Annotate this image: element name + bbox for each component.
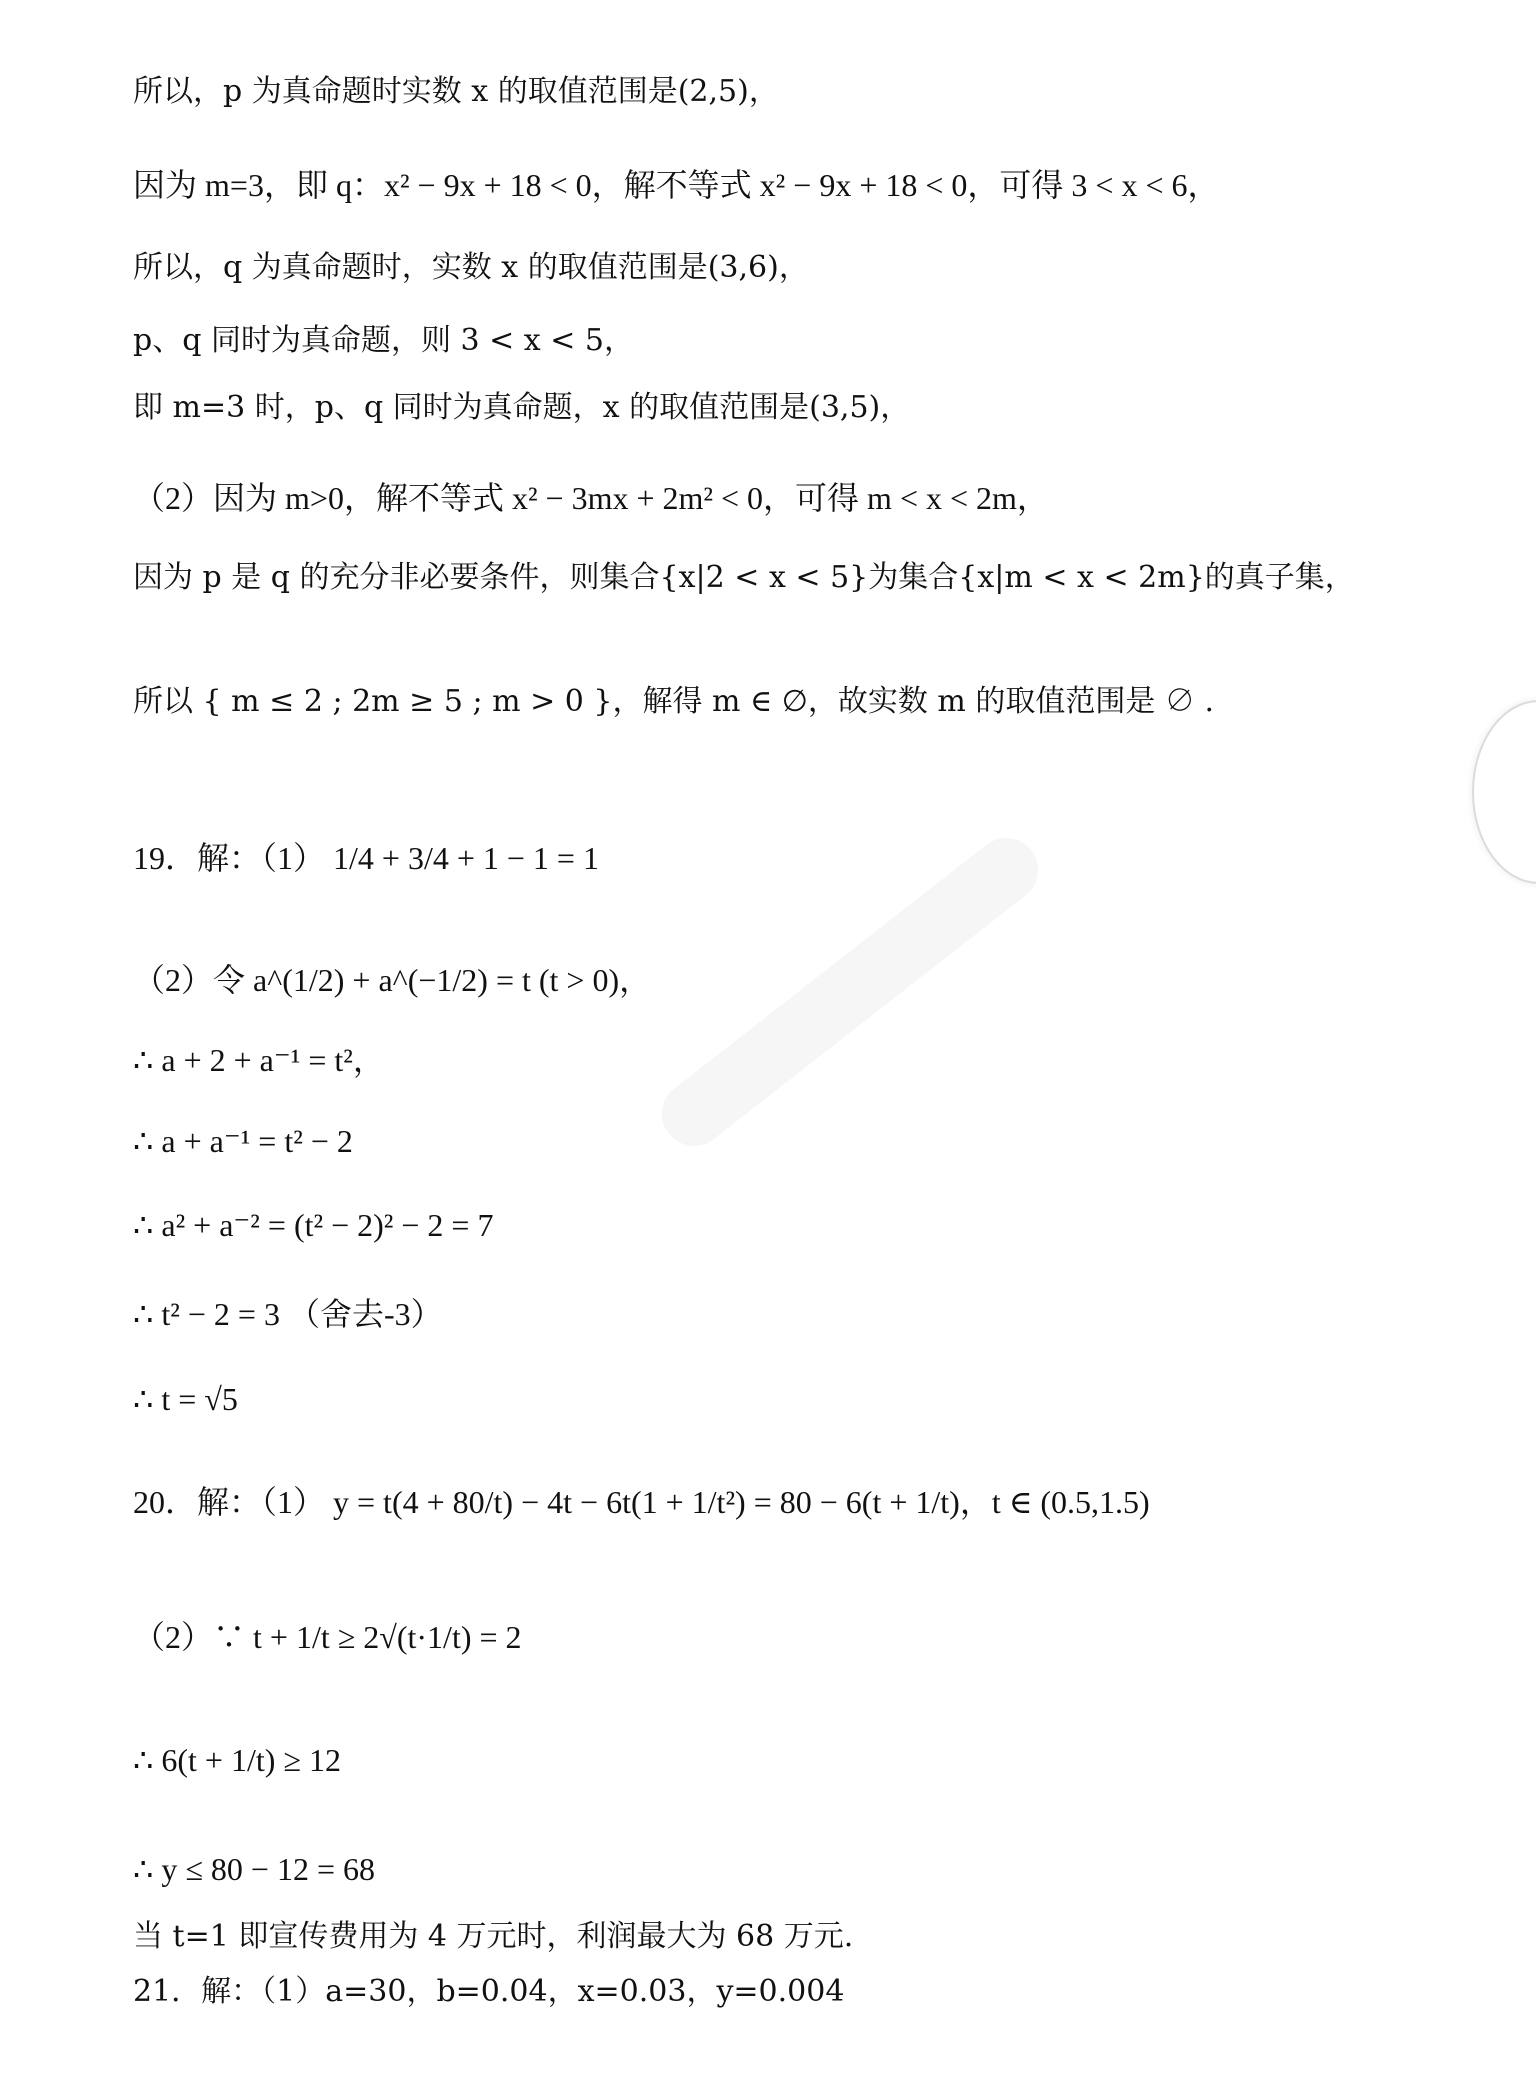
text-line-13: ∴ a² + a⁻² = (t² − 2)² − 2 = 7 — [133, 1207, 494, 1243]
text-line-6: （2）因为 m>0，解不等式 x² − 3mx + 2m² < 0，可得 m < x < 2m， — [133, 480, 1049, 516]
text-line-19: ∴ y ≤ 80 − 12 = 68 — [133, 1851, 376, 1887]
text-line-7: 因为 p 是 q 的充分非必要条件，则集合{x|2 < x < 5}为集合{x|m < x < 2m}的真子集， — [133, 560, 1355, 595]
text-line-20: 当 t=1 即宣传费用为 4 万元时，利润最大为 68 万元. — [133, 1919, 854, 1954]
text-line-4: p、q 同时为真命题，则 3 < x < 5， — [133, 323, 634, 358]
text-line-21: 21．解：（1）a=30，b=0.04，x=0.03，y=0.004 — [133, 1974, 845, 2009]
text-line-18: ∴ 6(t + 1/t) ≥ 12 — [133, 1742, 341, 1778]
watermark — [649, 825, 1051, 1159]
edge-overlay-arc — [1472, 700, 1536, 884]
text-line-3: 所以，q 为真命题时，实数 x 的取值范围是(3,6)， — [133, 250, 809, 285]
text-line-5: 即 m=3 时，p、q 同时为真命题，x 的取值范围是(3,5)， — [133, 390, 911, 425]
text-line-9: 19．解：（1） 1/4 + 3/4 + 1 − 1 = 1 — [133, 840, 599, 876]
text-line-14: ∴ t² − 2 = 3 （舍去-3） — [133, 1296, 443, 1332]
text-line-11: ∴ a + 2 + a⁻¹ = t²， — [133, 1042, 385, 1078]
text-line-8: 所以 { m ≤ 2 ; 2m ≥ 5 ; m > 0 }，解得 m ∈ ∅，故实数 m 的取值范围是 ∅ . — [133, 684, 1214, 719]
text-line-17: （2）∵ t + 1/t ≥ 2√(t·1/t) = 2 — [133, 1619, 522, 1655]
text-line-10: （2）令 a^(1/2) + a^(−1/2) = t (t > 0)， — [133, 962, 652, 998]
text-line-16: 20．解：（1） y = t(4 + 80/t) − 4t − 6t(1 + 1/t²) = 80 − 6(t + 1/t)，t ∈ (0.5,1.5) — [133, 1484, 1150, 1520]
text-line-15: ∴ t = √5 — [133, 1381, 238, 1417]
text-line-1: 所以，p 为真命题时实数 x 的取值范围是(2,5)， — [133, 74, 779, 109]
text-line-12: ∴ a + a⁻¹ = t² − 2 — [133, 1123, 353, 1159]
text-line-2: 因为 m=3，即 q：x² − 9x + 18 < 0，解不等式 x² − 9x + 18 < 0，可得 3 < x < 6， — [133, 167, 1220, 203]
